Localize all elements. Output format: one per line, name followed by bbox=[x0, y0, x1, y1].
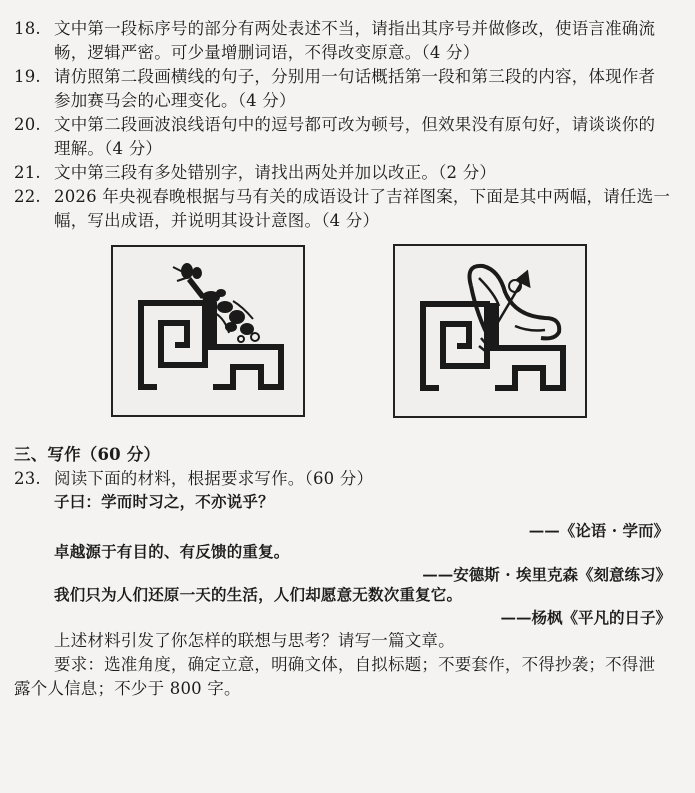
mascot-image-1 bbox=[111, 245, 305, 417]
q22-line2: 幅，写出成语，并说明其设计意图。（4 分） bbox=[54, 211, 380, 230]
section-title: 三、写作（60 分） bbox=[14, 445, 161, 464]
horse-flower-pattern-icon bbox=[113, 247, 303, 415]
q18-line1: 18. 文中第一段标序号的部分有两处表述不当，请指出其序号并做修改，使语言准确流 bbox=[14, 19, 656, 38]
quote-2-source: ——安德斯 · 埃里克森《刻意练习》 bbox=[422, 565, 671, 584]
quote-1-source: ——《论语 · 学而》 bbox=[528, 521, 669, 540]
q20-line2: 理解。（4 分） bbox=[54, 139, 163, 158]
q19-line2: 参加赛马会的心理变化。（4 分） bbox=[54, 91, 296, 110]
horse-bow-arrow-pattern-icon bbox=[395, 246, 585, 416]
q20-line1: 20. 文中第二段画波浪线语句中的逗号都可改为顿号，但效果没有原句好，请谈谈你的 bbox=[14, 115, 656, 134]
quote-3-source: ——杨枫《平凡的日子》 bbox=[500, 608, 671, 627]
q23-prompt: 上述材料引发了你怎样的联想与思考？请写一篇文章。 bbox=[54, 631, 455, 650]
q19-line1: 19. 请仿照第二段画横线的句子，分别用一句话概括第一段和第三段的内容，体现作者 bbox=[14, 67, 656, 86]
q21-line1: 21. 文中第三段有多处错别字，请找出两处并加以改正。（2 分） bbox=[14, 163, 497, 182]
q22-line1: 22. 2026 年央视春晚根据与马有关的成语设计了吉祥图案，下面是其中两幅，请任选一 bbox=[14, 187, 671, 206]
q23-intro: 23. 阅读下面的材料，根据要求写作。（60 分） bbox=[14, 469, 374, 488]
q18-line2: 畅，逻辑严密。可少量增删词语，不得改变原意。（4 分） bbox=[54, 43, 480, 62]
quote-1-text: 子曰：学而时习之，不亦说乎？ bbox=[54, 492, 274, 511]
q23-requirements-line1: 要求：选准角度，确定立意，明确文体，自拟标题；不要套作，不得抄袭；不得泄 bbox=[54, 655, 656, 674]
mascot-image-2 bbox=[393, 244, 587, 418]
quote-2-text: 卓越源于有目的、有反馈的重复。 bbox=[54, 542, 290, 561]
q23-requirements-line2: 露个人信息；不少于 800 字。 bbox=[14, 679, 241, 698]
quote-3-text: 我们只为人们还原一天的生活，人们却愿意无数次重复它。 bbox=[54, 585, 463, 604]
